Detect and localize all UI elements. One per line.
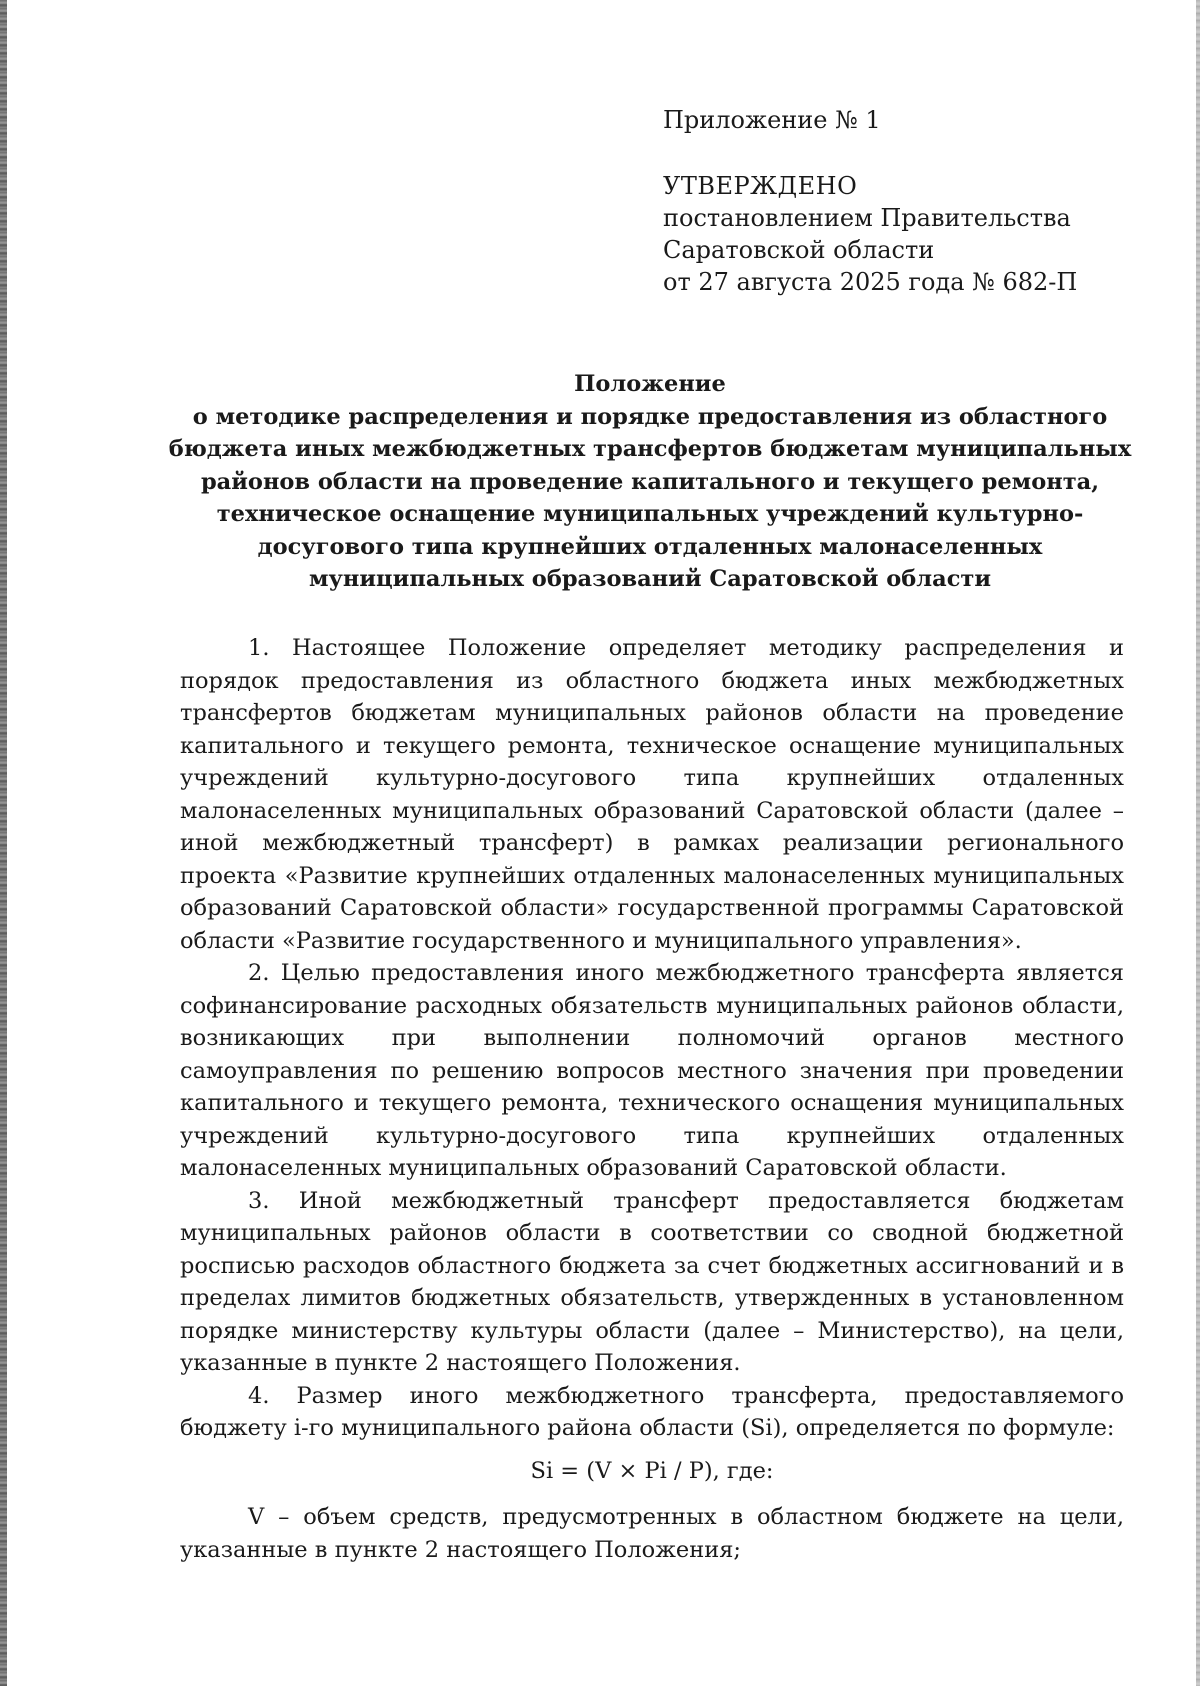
paragraph-3: 3. Иной межбюджетный трансферт предоставляется бюджетам муниципальных районов области в соответствии со сводной бюджетной росписью расходов областного бюджета за счет бюджетных ассигнований и в пределах лимитов бюджетных обязательств, утвержденных в установленном порядке министерству культуры области (далее – Министерство), на цели, указанные в пункте 2 настоящего Положения. bbox=[180, 1187, 1124, 1376]
formula: Si = (V × Pi / P), где: bbox=[530, 1457, 774, 1484]
title-line-7: муниципальных образований Саратовской области bbox=[308, 566, 992, 592]
paragraph-1: 1. Настоящее Положение определяет методику распределения и порядок предоставления из областного бюджета иных межбюджетных трансфертов бюджетам муниципальных районов области на проведение капитального и текущего ремонта, техническое оснащение муниципальных учреждений культурно-досугового типа крупнейших отдаленных малонаселенных муниципальных образований Саратовской области (далее – иной межбюджетный трансферт) в рамках реализации регионального проекта «Развитие крупнейших отдаленных малонаселенных муниципальных образований Саратовской области» государственной программы Саратовской области «Развитие государственного и муниципального управления». bbox=[180, 635, 1124, 954]
title-line-4: районов области на проведение капитального и текущего ремонта, bbox=[200, 468, 1100, 495]
approval-line-3: от 27 августа 2025 года № 682-П bbox=[663, 268, 1078, 296]
approval-line-1: постановлением Правительства bbox=[663, 204, 1071, 232]
paragraph-4: 4. Размер иного межбюджетного трансферта, предоставляемого бюджету i-го муниципального района области (Si), определяется по формуле: bbox=[180, 1382, 1124, 1441]
title-line-6: досугового типа крупнейших отдаленных малонаселенных bbox=[257, 533, 1043, 560]
paragraph-2: 2. Целью предоставления иного межбюджетного трансферта является софинансирование расходных обязательств муниципальных районов области, возникающих при выполнении полномочий органов местного самоуправления по решению вопросов местного значения при проведении капитального и текущего ремонта, технического оснащения муниципальных учреждений культурно-досугового типа крупнейших отдаленных малонаселенных муниципальных образований Саратовской области. bbox=[180, 960, 1124, 1181]
title-line-3: бюджета иных межбюджетных трансфертов бюджетам муниципальных bbox=[168, 436, 1132, 462]
approval-line-2: Саратовской области bbox=[663, 236, 935, 264]
title-line-2: о методике распределения и порядке предоставления из областного bbox=[192, 403, 1108, 430]
title-line-1: Положение bbox=[574, 371, 726, 397]
paragraph-5: V – объем средств, предусмотренных в областном бюджете на цели, указанные в пункте 2 настоящего Положения; bbox=[180, 1504, 1124, 1563]
document-body bbox=[180, 632, 1124, 1566]
scan-edge-left bbox=[0, 0, 7, 1686]
scan-edge-right bbox=[1196, 0, 1200, 1686]
approved-stamp-text: УТВЕРЖДЕНО bbox=[663, 172, 858, 200]
approval-block bbox=[663, 104, 1103, 298]
appendix-label: Приложение № 1 bbox=[663, 106, 881, 134]
title-line-5: техническое оснащение муниципальных учреждений культурно- bbox=[216, 501, 1084, 527]
document-title bbox=[160, 368, 1140, 596]
